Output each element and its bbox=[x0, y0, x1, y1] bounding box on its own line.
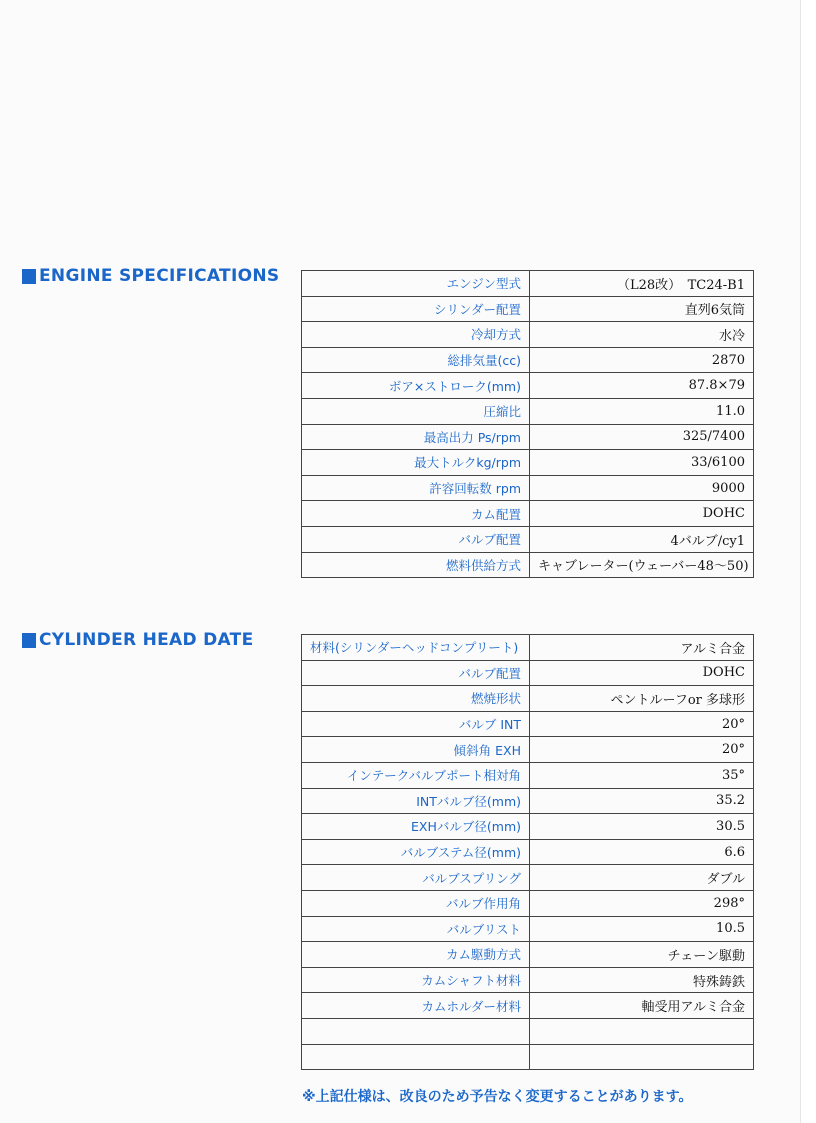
head-spec-label bbox=[302, 1044, 530, 1070]
head-spec-label: カムホルダー材料 bbox=[302, 993, 530, 1019]
footnote: ※上記仕様は、改良のため予告なく変更することがあります。 bbox=[302, 1089, 693, 1105]
head-spec-row bbox=[302, 865, 754, 891]
engine-spec-value: 4バルブ/cy1 bbox=[530, 526, 754, 552]
head-spec-row bbox=[302, 993, 754, 1019]
engine-spec-label: 冷却方式 bbox=[302, 322, 530, 348]
engine-spec-row bbox=[302, 373, 754, 399]
head-spec-label: バルブ INT bbox=[302, 711, 530, 737]
head-spec-label: カムシャフト材料 bbox=[302, 967, 530, 993]
engine-spec-value: 325/7400 bbox=[530, 424, 754, 450]
engine-spec-value: 33/6100 bbox=[530, 450, 754, 476]
engine-spec-row bbox=[302, 475, 754, 501]
head-spec-label: 燃焼形状 bbox=[302, 686, 530, 712]
head-spec-label: カム駆動方式 bbox=[302, 942, 530, 968]
engine-spec-label: 燃料供給方式 bbox=[302, 552, 530, 578]
head-spec-value: 軸受用アルミ合金 bbox=[530, 993, 754, 1019]
head-spec-value: 20° bbox=[530, 737, 754, 763]
head-spec-value: DOHC bbox=[530, 660, 754, 686]
head-spec-label: バルブスプリング bbox=[302, 865, 530, 891]
engine-spec-label: カム配置 bbox=[302, 501, 530, 527]
head-spec-label: EXHバルブ径(mm) bbox=[302, 814, 530, 840]
engine-specifications-title: ENGINE SPECIFICATIONS bbox=[39, 266, 280, 286]
engine-spec-value: 9000 bbox=[530, 475, 754, 501]
head-spec-row bbox=[302, 788, 754, 814]
engine-spec-label: シリンダー配置 bbox=[302, 296, 530, 322]
engine-spec-value: 11.0 bbox=[530, 398, 754, 424]
engine-spec-label: 最高出力 Ps/rpm bbox=[302, 424, 530, 450]
engine-spec-value: 87.8×79 bbox=[530, 373, 754, 399]
head-spec-value: 10.5 bbox=[530, 916, 754, 942]
head-spec-row bbox=[302, 1018, 754, 1044]
head-spec-value: 20° bbox=[530, 711, 754, 737]
head-spec-label: バルブ配置 bbox=[302, 660, 530, 686]
head-spec-row bbox=[302, 711, 754, 737]
head-spec-row bbox=[302, 916, 754, 942]
head-spec-row bbox=[302, 967, 754, 993]
head-spec-label: 材料(シリンダーヘッドコンプリート) bbox=[302, 635, 530, 661]
head-spec-value: 35° bbox=[530, 762, 754, 788]
engine-spec-value: DOHC bbox=[530, 501, 754, 527]
engine-spec-label: 最大トルクkg/rpm bbox=[302, 450, 530, 476]
head-spec-value: チェーン駆動 bbox=[530, 942, 754, 968]
head-spec-label: バルブリスト bbox=[302, 916, 530, 942]
engine-spec-label: バルブ配置 bbox=[302, 526, 530, 552]
head-spec-row bbox=[302, 1044, 754, 1070]
head-spec-value: 6.6 bbox=[530, 839, 754, 865]
head-spec-row bbox=[302, 686, 754, 712]
square-bullet-icon bbox=[22, 269, 36, 284]
engine-spec-label: エンジン型式 bbox=[302, 271, 530, 297]
head-spec-value: 298° bbox=[530, 890, 754, 916]
engine-spec-label: 圧縮比 bbox=[302, 398, 530, 424]
engine-specifications-heading bbox=[22, 266, 279, 286]
cylinder-head-title: CYLINDER HEAD DATE bbox=[39, 630, 254, 650]
engine-spec-row bbox=[302, 424, 754, 450]
head-spec-row bbox=[302, 635, 754, 661]
head-spec-value bbox=[530, 1044, 754, 1070]
engine-spec-value: キャブレーター(ウェーバー48～50) bbox=[530, 552, 754, 578]
head-spec-row bbox=[302, 814, 754, 840]
engine-spec-label: 許容回転数 rpm bbox=[302, 475, 530, 501]
head-spec-value: 特殊鋳鉄 bbox=[530, 967, 754, 993]
engine-spec-row bbox=[302, 347, 754, 373]
engine-spec-row bbox=[302, 450, 754, 476]
engine-spec-row bbox=[302, 526, 754, 552]
head-spec-value: ダブル bbox=[530, 865, 754, 891]
head-spec-value: 30.5 bbox=[530, 814, 754, 840]
engine-spec-row bbox=[302, 501, 754, 527]
head-spec-value: アルミ合金 bbox=[530, 635, 754, 661]
engine-spec-value: 2870 bbox=[530, 347, 754, 373]
cylinder-head-heading bbox=[22, 630, 254, 650]
head-spec-value: ペントルーフor 多球形 bbox=[530, 686, 754, 712]
head-spec-row bbox=[302, 762, 754, 788]
head-spec-row bbox=[302, 660, 754, 686]
engine-spec-row bbox=[302, 552, 754, 578]
head-spec-label bbox=[302, 1018, 530, 1044]
head-spec-value: 35.2 bbox=[530, 788, 754, 814]
engine-spec-value: 水冷 bbox=[530, 322, 754, 348]
head-spec-label: バルブ作用角 bbox=[302, 890, 530, 916]
engine-spec-value: 直列6気筒 bbox=[530, 296, 754, 322]
engine-spec-row bbox=[302, 398, 754, 424]
head-spec-row bbox=[302, 737, 754, 763]
engine-spec-row bbox=[302, 271, 754, 297]
head-spec-row bbox=[302, 890, 754, 916]
square-bullet-icon bbox=[22, 633, 36, 648]
head-spec-label: 傾斜角 EXH bbox=[302, 737, 530, 763]
head-spec-row bbox=[302, 839, 754, 865]
cylinder-head-table bbox=[301, 634, 754, 1070]
engine-spec-value: （L28改） TC24-B1 bbox=[530, 271, 754, 297]
head-spec-value bbox=[530, 1018, 754, 1044]
head-spec-label: バルブステム径(mm) bbox=[302, 839, 530, 865]
engine-spec-row bbox=[302, 296, 754, 322]
head-spec-label: INTバルブ径(mm) bbox=[302, 788, 530, 814]
engine-specifications-table bbox=[301, 270, 754, 578]
head-spec-label: インテークバルブポート相対角 bbox=[302, 762, 530, 788]
engine-spec-row bbox=[302, 322, 754, 348]
head-spec-row bbox=[302, 942, 754, 968]
engine-spec-label: ボア×ストローク(mm) bbox=[302, 373, 530, 399]
engine-spec-label: 総排気量(cc) bbox=[302, 347, 530, 373]
